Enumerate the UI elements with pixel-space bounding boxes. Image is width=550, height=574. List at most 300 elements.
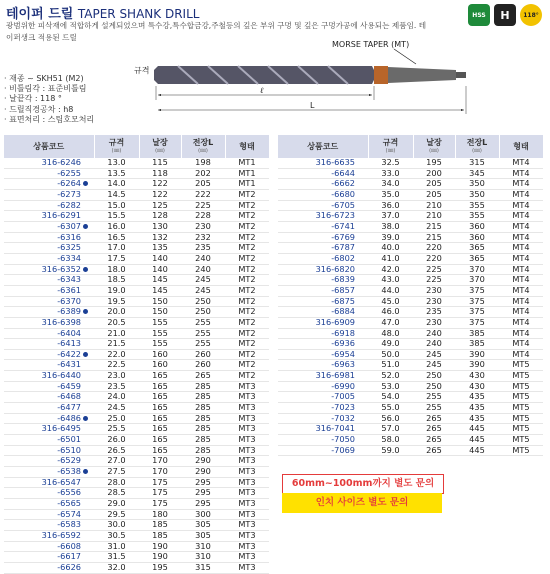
table-row (4, 264, 269, 275)
total-length-cell: 390 (455, 349, 499, 360)
table-row (4, 509, 269, 520)
total-length-cell: 235 (181, 243, 225, 254)
total-length-cell: 375 (455, 317, 499, 328)
flute-length-symbol: ℓ (260, 86, 264, 95)
h-badge-icon: H (494, 4, 516, 26)
shank-type-cell: MT3 (225, 456, 269, 467)
total-length-cell: 228 (181, 211, 225, 222)
total-length-cell: 310 (181, 552, 225, 563)
angle-badge-icon: 118° (520, 4, 542, 26)
size-cell: 26.0 (94, 435, 139, 446)
product-code-cell: -6565 (4, 499, 94, 510)
shank-type-cell: MT2 (225, 296, 269, 307)
total-length-cell: 202 (181, 168, 225, 179)
flute-length-cell: 165 (139, 403, 181, 414)
size-cell: 38.0 (368, 221, 413, 232)
flute-length-cell: 195 (139, 562, 181, 573)
product-code-cell: 316-6547 (4, 477, 94, 488)
table-row (278, 424, 543, 435)
shank-type-cell: MT2 (225, 200, 269, 211)
size-cell: 19.5 (94, 296, 139, 307)
size-cell: 35.0 (368, 189, 413, 200)
product-code-cell: -6662 (278, 179, 368, 190)
total-length-cell: 375 (455, 307, 499, 318)
size-cell: 16.0 (94, 221, 139, 232)
shank-type-cell: MT3 (225, 392, 269, 403)
shank-type-cell: MT3 (225, 435, 269, 446)
size-cell: 56.0 (368, 413, 413, 424)
total-length-cell: 205 (181, 179, 225, 190)
table-row (4, 424, 269, 435)
flute-length-cell: 240 (413, 339, 455, 350)
flute-length-cell: 140 (139, 264, 181, 275)
table-row (4, 403, 269, 414)
flute-length-cell: 250 (413, 371, 455, 382)
product-code-cell: -6343 (4, 275, 94, 286)
shank-type-cell: MT4 (499, 349, 543, 360)
shank-type-cell: MT4 (499, 221, 543, 232)
stock-dot-icon (83, 224, 88, 229)
size-cell: 59.0 (368, 445, 413, 456)
size-cell: 49.0 (368, 339, 413, 350)
table-row (4, 285, 269, 296)
table-row (278, 211, 543, 222)
table-row (4, 211, 269, 222)
flute-length-cell: 250 (413, 381, 455, 392)
flute-length-cell: 175 (139, 499, 181, 510)
size-cell: 30.5 (94, 530, 139, 541)
shank-type-cell: MT2 (225, 360, 269, 371)
large-size-inquiry-note: 60mm~100mm까지 별도 문의 (282, 474, 444, 494)
shank-type-cell: MT3 (225, 467, 269, 478)
shank-type-cell: MT5 (499, 435, 543, 446)
flute-length-cell: 230 (413, 317, 455, 328)
table-row (4, 189, 269, 200)
flute-length-cell: 135 (139, 243, 181, 254)
product-code-cell: -6282 (4, 200, 94, 211)
flute-length-cell: 230 (413, 285, 455, 296)
table-row (278, 328, 543, 339)
header-size: 규격 (㎜) (368, 135, 413, 158)
table-row (4, 456, 269, 467)
shank-type-cell: MT4 (499, 189, 543, 200)
product-code-cell: 316-6440 (4, 371, 94, 382)
product-code-cell: -6644 (278, 168, 368, 179)
total-length-cell: 390 (455, 360, 499, 371)
flute-length-cell: 160 (139, 349, 181, 360)
product-description: 광범위한 피삭재에 적합하게 설계되었으며 특수강,특수합금강,주철등의 깊은 부위 구멍 및 깊은 구멍가공에 사용되는 제품임. 테이퍼생크 적용된 드릴 (6, 21, 427, 42)
table-row (4, 339, 269, 350)
product-code-cell: -6255 (4, 168, 94, 179)
product-code-cell: -6875 (278, 296, 368, 307)
flute-length-cell: 165 (139, 413, 181, 424)
total-length-cell: 245 (181, 275, 225, 286)
stock-dot-icon (83, 469, 88, 474)
table-row (4, 445, 269, 456)
header-type: 형태 (225, 135, 269, 158)
total-length-cell: 430 (455, 371, 499, 382)
total-length-cell: 305 (181, 520, 225, 531)
header-type: 형태 (499, 135, 543, 158)
table-row (278, 264, 543, 275)
size-cell: 45.0 (368, 296, 413, 307)
total-length-cell: 250 (181, 307, 225, 318)
shank-type-cell: MT4 (499, 317, 543, 328)
size-cell: 25.0 (94, 413, 139, 424)
product-code-cell: -6413 (4, 339, 94, 350)
product-code-cell: -6617 (4, 552, 94, 563)
total-length-cell: 430 (455, 381, 499, 392)
size-cell: 32.5 (368, 158, 413, 168)
total-length-cell: 265 (181, 371, 225, 382)
product-code-cell: 316-6981 (278, 371, 368, 382)
table-row (4, 221, 269, 232)
product-code-cell: -6990 (278, 381, 368, 392)
table-row (4, 328, 269, 339)
product-code-cell: 316-6398 (4, 317, 94, 328)
flute-length-cell: 175 (139, 477, 181, 488)
size-cell: 29.0 (94, 499, 139, 510)
table-row (278, 179, 543, 190)
table-row (4, 520, 269, 531)
total-length-symbol: L (310, 101, 315, 110)
spec-item: · 재종 ~ SKH51 (M2) (4, 74, 84, 83)
size-cell: 23.0 (94, 371, 139, 382)
product-code-cell: -6325 (4, 243, 94, 254)
product-code-cell: -6839 (278, 275, 368, 286)
stock-dot-icon (83, 267, 88, 272)
table-row (4, 381, 269, 392)
size-cell: 13.0 (94, 158, 139, 168)
size-cell: 23.5 (94, 381, 139, 392)
product-code-cell: -6626 (4, 562, 94, 573)
flute-length-cell: 165 (139, 381, 181, 392)
product-code-cell: 316-6495 (4, 424, 94, 435)
product-code-cell: -6273 (4, 189, 94, 200)
shank-type-cell: MT2 (225, 285, 269, 296)
product-code-cell: -6802 (278, 253, 368, 264)
size-cell: 17.5 (94, 253, 139, 264)
product-code-cell: -6477 (4, 403, 94, 414)
flute-length-cell: 122 (139, 179, 181, 190)
shank-type-cell: MT4 (499, 179, 543, 190)
table-row (278, 275, 543, 286)
table-row (4, 317, 269, 328)
total-length-cell: 315 (455, 158, 499, 168)
flute-length-cell: 128 (139, 211, 181, 222)
shank-type-cell: MT2 (225, 243, 269, 254)
table-row (4, 371, 269, 382)
flute-length-cell: 150 (139, 296, 181, 307)
product-code-cell: 316-6592 (4, 530, 94, 541)
right-table-body (278, 158, 543, 456)
table-row (278, 307, 543, 318)
shank-type-cell: MT3 (225, 445, 269, 456)
product-code-cell: -6769 (278, 232, 368, 243)
table-row (278, 413, 543, 424)
total-length-cell: 435 (455, 392, 499, 403)
total-length-cell: 435 (455, 403, 499, 414)
table-row (278, 296, 543, 307)
table-row (4, 467, 269, 478)
product-code-cell: -6334 (4, 253, 94, 264)
total-length-cell: 285 (181, 392, 225, 403)
shank-type-cell: MT5 (499, 360, 543, 371)
flute-length-cell: 220 (413, 253, 455, 264)
shank-type-cell: MT2 (225, 221, 269, 232)
flute-length-cell: 245 (413, 360, 455, 371)
size-cell: 34.0 (368, 179, 413, 190)
shank-type-cell: MT2 (225, 307, 269, 318)
product-code-cell: -7005 (278, 392, 368, 403)
table-row (4, 477, 269, 488)
shank-type-cell: MT2 (225, 264, 269, 275)
size-cell: 24.0 (94, 392, 139, 403)
size-cell: 54.0 (368, 392, 413, 403)
total-length-cell: 355 (455, 211, 499, 222)
shank-type-cell: MT5 (499, 392, 543, 403)
header-size: 규격 (㎜) (94, 135, 139, 158)
size-cell: 14.5 (94, 189, 139, 200)
drill-diagram (118, 40, 538, 118)
shank-type-cell: MT3 (225, 541, 269, 552)
product-code-cell: -6741 (278, 221, 368, 232)
total-length-cell: 445 (455, 445, 499, 456)
flute-length-cell: 200 (413, 168, 455, 179)
table-row (278, 349, 543, 360)
flute-length-cell: 215 (413, 221, 455, 232)
product-code-cell: -6787 (278, 243, 368, 254)
total-length-cell: 445 (455, 424, 499, 435)
product-code-cell: -6316 (4, 232, 94, 243)
flute-length-cell: 160 (139, 360, 181, 371)
flute-length-cell: 130 (139, 221, 181, 232)
size-cell: 57.0 (368, 424, 413, 435)
shank-type-cell: MT2 (225, 253, 269, 264)
shank-type-cell: MT3 (225, 499, 269, 510)
shank-type-cell: MT2 (225, 232, 269, 243)
product-code-cell: -7023 (278, 403, 368, 414)
product-code-cell: -6468 (4, 392, 94, 403)
flute-length-cell: 170 (139, 467, 181, 478)
flute-length-cell: 165 (139, 371, 181, 382)
flute-length-cell: 235 (413, 307, 455, 318)
flute-length-cell: 210 (413, 200, 455, 211)
product-code-cell: -6404 (4, 328, 94, 339)
shank-type-cell: MT5 (499, 413, 543, 424)
size-cell: 28.0 (94, 477, 139, 488)
shank-type-cell: MT3 (225, 488, 269, 499)
size-cell: 40.0 (368, 243, 413, 254)
flute-length-cell: 255 (413, 392, 455, 403)
flute-length-cell: 245 (413, 349, 455, 360)
size-cell: 31.5 (94, 552, 139, 563)
spec-item: · 비틀림각 : 표준비틀림 (4, 84, 87, 94)
size-cell: 14.0 (94, 179, 139, 190)
total-length-cell: 255 (181, 328, 225, 339)
shank-type-cell: MT4 (499, 339, 543, 350)
total-length-cell: 240 (181, 264, 225, 275)
table-row (278, 221, 543, 232)
shank-type-cell: MT5 (499, 403, 543, 414)
size-cell: 32.0 (94, 562, 139, 573)
drill-body-icon (154, 66, 466, 84)
table-row (278, 158, 543, 168)
total-length-cell: 290 (181, 456, 225, 467)
shank-type-cell: MT4 (499, 168, 543, 179)
total-length-cell: 245 (181, 285, 225, 296)
product-code-cell: -6705 (278, 200, 368, 211)
size-cell: 30.0 (94, 520, 139, 531)
product-code-cell: -6538 (4, 467, 94, 478)
total-length-cell: 255 (181, 339, 225, 350)
flute-length-cell: 225 (413, 275, 455, 286)
size-cell: 18.0 (94, 264, 139, 275)
table-row (4, 349, 269, 360)
header-total: 전장L (㎜) (181, 135, 225, 158)
flute-length-cell: 125 (139, 200, 181, 211)
shank-type-cell: MT3 (225, 509, 269, 520)
table-row (278, 445, 543, 456)
flute-length-cell: 150 (139, 307, 181, 318)
flute-length-cell: 145 (139, 285, 181, 296)
size-cell: 50.0 (368, 349, 413, 360)
flute-length-cell: 220 (413, 243, 455, 254)
table-row (4, 253, 269, 264)
flute-length-cell: 145 (139, 275, 181, 286)
flute-length-cell: 155 (139, 339, 181, 350)
flute-length-cell: 165 (139, 392, 181, 403)
total-length-cell: 285 (181, 413, 225, 424)
flute-length-cell: 265 (413, 435, 455, 446)
product-code-cell: -7069 (278, 445, 368, 456)
shank-type-cell: MT3 (225, 520, 269, 531)
table-row (4, 307, 269, 318)
shank-type-cell: MT3 (225, 424, 269, 435)
shank-type-cell: MT5 (499, 371, 543, 382)
table-row (4, 232, 269, 243)
flute-length-cell: 265 (413, 413, 455, 424)
shank-type-cell: MT4 (499, 328, 543, 339)
header-code: 상품코드 (4, 135, 94, 158)
total-length-cell: 285 (181, 424, 225, 435)
flute-length-cell: 255 (413, 403, 455, 414)
shank-type-cell: MT2 (225, 371, 269, 382)
size-cell: 47.0 (368, 317, 413, 328)
table-row (4, 413, 269, 424)
size-cell: 52.0 (368, 371, 413, 382)
total-length-cell: 385 (455, 339, 499, 350)
size-cell: 16.5 (94, 232, 139, 243)
product-code-cell: -6307 (4, 221, 94, 232)
total-length-cell: 370 (455, 275, 499, 286)
size-cell: 44.0 (368, 285, 413, 296)
shank-type-cell: MT4 (499, 232, 543, 243)
spec-list (4, 74, 94, 125)
product-code-cell: -6510 (4, 445, 94, 456)
product-code-cell: -6884 (278, 307, 368, 318)
size-cell: 53.0 (368, 381, 413, 392)
total-length-cell: 295 (181, 477, 225, 488)
size-cell: 41.0 (368, 253, 413, 264)
product-code-cell: 316-6723 (278, 211, 368, 222)
shank-type-cell: MT3 (225, 381, 269, 392)
spec-badges (468, 4, 542, 26)
product-code-cell: 316-6246 (4, 158, 94, 168)
table-row (278, 168, 543, 179)
total-length-cell: 260 (181, 349, 225, 360)
table-row (4, 158, 269, 168)
size-cell: 15.0 (94, 200, 139, 211)
size-cell: 19.0 (94, 285, 139, 296)
product-code-cell: -6608 (4, 541, 94, 552)
total-length-cell: 350 (455, 189, 499, 200)
product-code-cell: -7032 (278, 413, 368, 424)
table-row (4, 168, 269, 179)
product-code-cell: -6431 (4, 360, 94, 371)
flute-length-cell: 205 (413, 179, 455, 190)
table-row (278, 403, 543, 414)
page-title: 테이퍼 드릴 TAPER SHANK DRILL (6, 7, 200, 22)
product-code-cell: -6501 (4, 435, 94, 446)
product-code-cell: 316-6635 (278, 158, 368, 168)
shank-type-cell: MT5 (499, 424, 543, 435)
shank-type-cell: MT5 (499, 381, 543, 392)
table-row (278, 339, 543, 350)
hss-badge-icon: HSS (468, 4, 490, 26)
header-code: 상품코드 (278, 135, 368, 158)
product-code-cell: -6857 (278, 285, 368, 296)
size-cell: 27.0 (94, 456, 139, 467)
shank-type-cell: MT4 (499, 285, 543, 296)
total-length-cell: 295 (181, 488, 225, 499)
flute-length-cell: 185 (139, 520, 181, 531)
size-cell: 25.5 (94, 424, 139, 435)
size-cell: 37.0 (368, 211, 413, 222)
size-cell: 17.0 (94, 243, 139, 254)
table-row (278, 435, 543, 446)
total-length-cell: 360 (455, 232, 499, 243)
product-code-cell: 316-7041 (278, 424, 368, 435)
table-row (278, 253, 543, 264)
spec-item: · 날끝각 : 118 ° (4, 94, 62, 104)
table-row (4, 541, 269, 552)
size-cell: 20.5 (94, 317, 139, 328)
total-length-cell: 232 (181, 232, 225, 243)
table-row (4, 275, 269, 286)
total-length-cell: 355 (455, 200, 499, 211)
shank-type-cell: MT3 (225, 562, 269, 573)
shank-type-cell: MT2 (225, 275, 269, 286)
product-code-cell: -6361 (4, 285, 94, 296)
total-length-cell: 365 (455, 243, 499, 254)
table-row (278, 189, 543, 200)
left-table-body (4, 158, 269, 573)
size-cell: 21.0 (94, 328, 139, 339)
size-cell: 31.0 (94, 541, 139, 552)
total-length-cell: 225 (181, 200, 225, 211)
size-cell: 28.5 (94, 488, 139, 499)
flute-length-cell: 165 (139, 424, 181, 435)
table-row (278, 392, 543, 403)
total-length-cell: 385 (455, 328, 499, 339)
flute-length-cell: 225 (413, 264, 455, 275)
product-code-cell: -6918 (278, 328, 368, 339)
left-spec-table (4, 135, 270, 574)
shank-type-cell: MT4 (499, 253, 543, 264)
total-length-cell: 222 (181, 189, 225, 200)
product-code-cell: -6583 (4, 520, 94, 531)
